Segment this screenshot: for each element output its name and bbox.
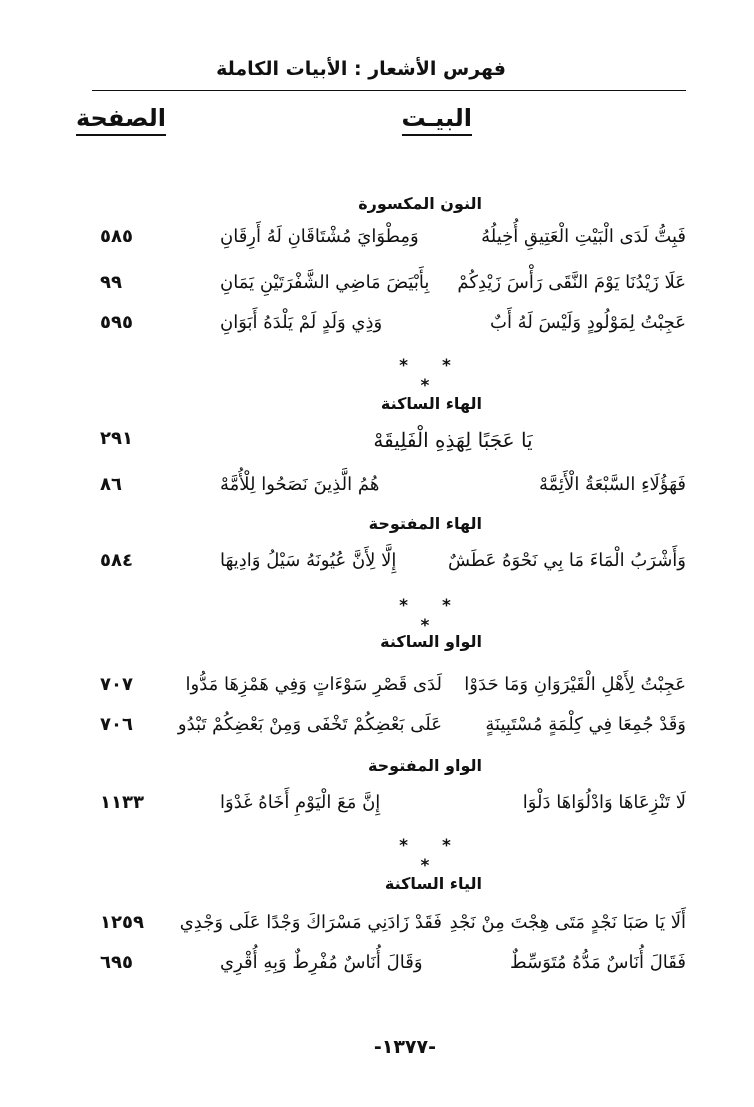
verse-row — [0, 428, 754, 468]
page-reference: ٨٦ — [100, 474, 122, 495]
verse-row — [0, 674, 754, 714]
verse-second-hemistich: وَقَالَ أُنَاسٌ مُفْرِطٌ وَبِهِ أُقْرِي — [220, 952, 423, 973]
verse-second-hemistich: إِنَّ مَعَ الْيَوْمِ أَخَاهُ غَدْوَا — [220, 792, 381, 813]
verse-row — [0, 312, 754, 352]
verse-row — [0, 912, 754, 952]
page-reference: ٧٠٦ — [100, 714, 133, 735]
section-title: الواو الساكنة — [380, 632, 482, 651]
page-reference: ١١٣٣ — [100, 792, 144, 813]
section-separator: * * * — [399, 356, 465, 396]
page-reference: ٢٩١ — [100, 428, 133, 449]
column-heading-verse: البيـت — [402, 104, 472, 136]
section-separator: * * * — [399, 836, 465, 876]
verse-second-hemistich: لَدَى قَصْرِ سَوْءَاتٍ وَفِي هَمْزِهَا مَدُّوا — [185, 674, 442, 695]
verse-first-hemistich: فَبِتُّ لَدَى الْبَيْتِ الْعَتِيقِ أُخِيلُهُ — [481, 226, 686, 247]
verse-row — [0, 952, 754, 992]
verse-second-hemistich: فَقَدْ زَادَنِي مَسْرَاكَ وَجْدًا عَلَى وَجْدِي — [179, 912, 442, 933]
verse-first-hemistich: أَلَا يَا صَبَا نَجْدٍ مَتَى هِجْتَ مِنْ نَجْدِ — [449, 912, 686, 933]
page-reference: ٩٩ — [100, 272, 122, 293]
verse-second-hemistich: إِلَّا لِأَنَّ عُيُونَهُ سَيْلُ وَادِيهَا — [220, 550, 397, 571]
verse-first-hemistich: عَلَا زَيْدُنَا يَوْمَ النَّقَى رَأْسَ زَيْدِكُمْ — [457, 272, 686, 293]
page-number: -١٣٧٧- — [373, 1036, 436, 1058]
verse-first-hemistich: فَهَؤُلَاءِ السَّبْعَةُ الْأَئِمَّهْ — [538, 474, 686, 495]
verse-row — [0, 226, 754, 266]
verse-first-hemistich: فَقَالَ أُنَاسٌ مَدُّهُ مُتَوَسِّطٌ — [510, 952, 686, 973]
verse-single-line: يَا عَجَبًا لِهَذِهِ الْفَلِيقَهْ — [373, 428, 533, 452]
verse-first-hemistich: عَجِبْتُ لِأَهْلِ الْقَيْرَوَانِ وَمَا حَدَوْا — [464, 674, 686, 695]
verse-second-hemistich: وَذِي وَلَدٍ لَمْ يَلْدَهُ أَبَوَانِ — [220, 312, 383, 333]
verse-row — [0, 792, 754, 832]
verse-second-hemistich: عَلَى بَعْضِكُمْ تَخْفَى وَمِنْ بَعْضِكُمْ تَبْدُو — [177, 714, 442, 735]
section-separator: * * * — [399, 596, 465, 636]
verse-first-hemistich: وَأَشْرَبُ الْمَاءَ مَا بِي نَحْوَهُ عَطَشٌ — [447, 550, 686, 571]
section-title: الواو المفتوحة — [367, 756, 482, 775]
section-title: النون المكسورة — [358, 194, 482, 213]
verse-row — [0, 272, 754, 312]
verse-row — [0, 714, 754, 754]
section-title: الهاء الساكنة — [380, 394, 482, 413]
page-reference: ٥٨٤ — [100, 550, 133, 571]
verse-second-hemistich: هُمُ الَّذِينَ نَصَحُوا لِلْأُمَّهْ — [220, 474, 380, 495]
verse-first-hemistich: لَا تَنْزِعَاهَا وَادْلُوَاهَا دَلْوَا — [522, 792, 686, 813]
verse-row — [0, 474, 754, 514]
section-title: الياء الساكنة — [384, 874, 482, 893]
running-head: فهرس الأشعار : الأبيات الكاملة — [216, 58, 506, 80]
verse-second-hemistich: وَمِطْوَايَ مُشْتَاقَانِ لَهُ أَرِقَانِ — [220, 226, 419, 247]
page-reference: ٧٠٧ — [100, 674, 133, 695]
section-title: الهاء المفتوحة — [368, 514, 482, 533]
page-reference: ١٢٥٩ — [100, 912, 144, 933]
column-heading-page: الصفحة — [76, 104, 166, 136]
verse-first-hemistich: عَجِبْتُ لِمَوْلُودٍ وَلَيْسَ لَهُ أَبٌ — [490, 312, 686, 333]
page-reference: ٥٨٥ — [100, 226, 133, 247]
page-reference: ٥٩٥ — [100, 312, 133, 333]
header-rule — [92, 90, 686, 91]
verse-first-hemistich: وَقَدْ جُمِعَا فِي كِلْمَةٍ مُسْتَبِينَةٍ — [485, 714, 686, 735]
verse-row — [0, 550, 754, 590]
page-reference: ٦٩٥ — [100, 952, 133, 973]
verse-second-hemistich: بِأَبْيَضَ مَاضِي الشَّفْرَتَيْنِ يَمَانِ — [220, 272, 430, 293]
